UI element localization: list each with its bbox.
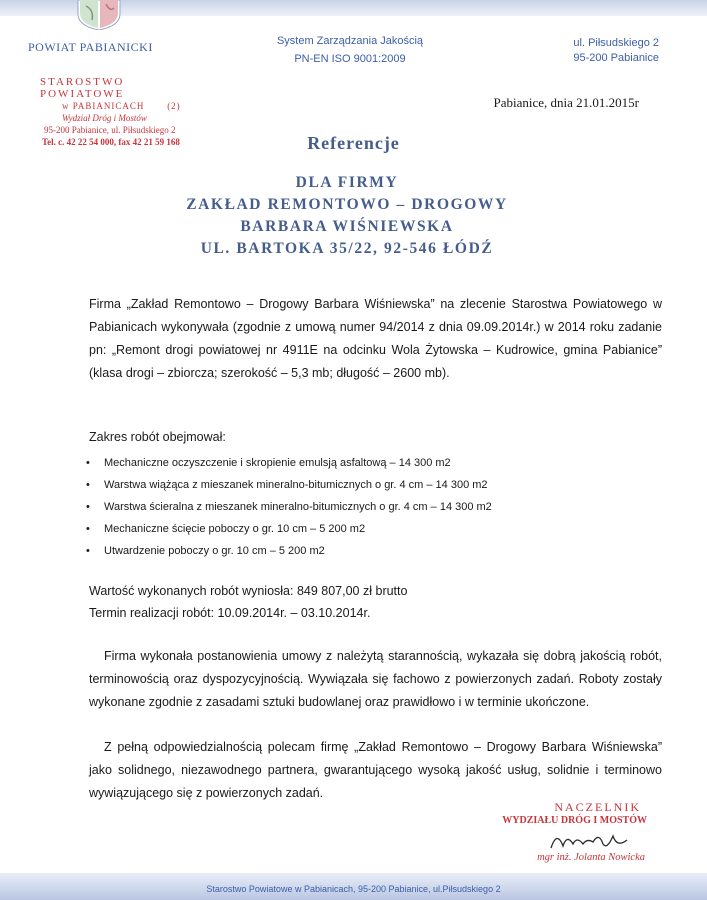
list-item: • Warstwa ścieralna z mieszanek mineralno-bitumicznych o gr. 4 cm – 14 300 m2	[84, 496, 492, 518]
works-term: Termin realizacji robót: 10.09.2014r. – 03.10.2014r.	[89, 606, 371, 620]
quality-system-line1: System Zarządzania Jakością	[276, 35, 424, 47]
stamp-line4: 95-200 Pabianice, ul. Piłsudskiego 2	[44, 125, 176, 135]
stamp-line1: STAROSTWO POWIATOWE	[40, 76, 125, 100]
quality-system-line2: PN-EN ISO 9001:2009	[294, 53, 406, 65]
stamp-line2	[40, 100, 210, 112]
scope-heading: Zakres robót obejmował:	[89, 430, 226, 444]
organization-name: POWIAT PABIANICKI	[28, 40, 153, 54]
header-address-street: ul. Piłsudskiego 2	[573, 37, 659, 49]
stamp-line5: Tel. c. 42 22 54 000, fax 42 21 59 168	[42, 137, 180, 147]
handwritten-signature-icon	[547, 826, 637, 856]
list-item: • Mechaniczne ścięcie poboczy o gr. 10 cm – 5 200 m2	[84, 518, 492, 540]
stamp-line2-mark: (2)	[167, 101, 181, 111]
paragraph-intro: Firma „Zakład Remontowo – Drogowy Barbara Wiśniewska” na zlecenie Starostwa Powiatowego w Pabianicach wykonywała (zgodnie z umową numer 94/2014 z dnia 09.09.2014r.) w 2014 roku zadanie pn: „Remont drogi powiatowej nr 4911E na odcinku Wola Żytowska – Kudrowice, gmina Pabianice” (klasa drogi – zbiorcza; szerokość – 5,3 mb; długość – 2600 mb).	[89, 297, 662, 380]
firm-block	[0, 172, 694, 260]
signature-name: mgr inż. Jolanta Nowicka	[537, 852, 645, 863]
paragraph-assessment: Firma wykonała postanowienia umowy z należytą starannością, wykazała się dobrą jakością robót, terminowością oraz dyspozycyjnością. Wywiązała się fachowo z powierzonych zadań. Roboty zostały wykonane zgodnie z zasadami sztuki budowlanej oraz prawidłowo i w terminie ukończone.	[89, 649, 662, 709]
stamp-line3: Wydział Dróg i Mostów	[62, 113, 147, 123]
document-title: Referencje	[307, 133, 400, 153]
firm-line4: UL. BARTOKA 35/22, 92-546 ŁÓDŹ	[200, 240, 494, 257]
firm-line1: DLA FIRMY	[295, 174, 399, 191]
list-item: • Mechaniczne oczyszczenie i skropienie emulsją asfaltową – 14 300 m2	[84, 452, 492, 474]
header-address	[573, 36, 659, 66]
coat-of-arms-icon	[72, 0, 126, 30]
list-item: • Utwardzenie poboczy o gr. 10 cm – 5 200 m2	[84, 540, 492, 562]
stamp-line2-text: w PABIANICACH	[62, 101, 145, 111]
document-date: Pabianice, dnia 21.01.2015r	[493, 95, 639, 110]
signature-department: WYDZIAŁU DRÓG I MOSTÓW	[502, 815, 647, 826]
works-value: Wartość wykonanych robót wyniosła: 849 807,00 zł brutto	[89, 584, 408, 598]
paragraph-recommendation: Z pełną odpowiedzialnością polecam firmę „Zakład Remontowo – Drogowy Barbara Wiśniewska” jako solidnego, niezawodnego partnera, gwarantującego wysoką jakość usług, solidnie i terminowo wywiązującego się z powierzonych zadań.	[89, 740, 662, 800]
firm-line3: BARBARA WIŚNIEWSKA	[240, 218, 454, 235]
signature-title: NACZELNIK	[554, 800, 641, 814]
quality-system	[230, 32, 470, 68]
works-summary	[89, 580, 407, 624]
header-address-city: 95-200 Pabianice	[573, 52, 659, 64]
footer-address: Starostwo Powiatowe w Pabianicach, 95-200 Pabianice, ul.Piłsudskiego 2	[206, 884, 501, 894]
scope-list	[84, 452, 492, 562]
firm-line2: ZAKŁAD REMONTOWO – DROGOWY	[186, 196, 508, 213]
list-item: • Warstwa wiążąca z mieszanek mineralno-bitumicznych o gr. 4 cm – 14 300 m2	[84, 474, 492, 496]
